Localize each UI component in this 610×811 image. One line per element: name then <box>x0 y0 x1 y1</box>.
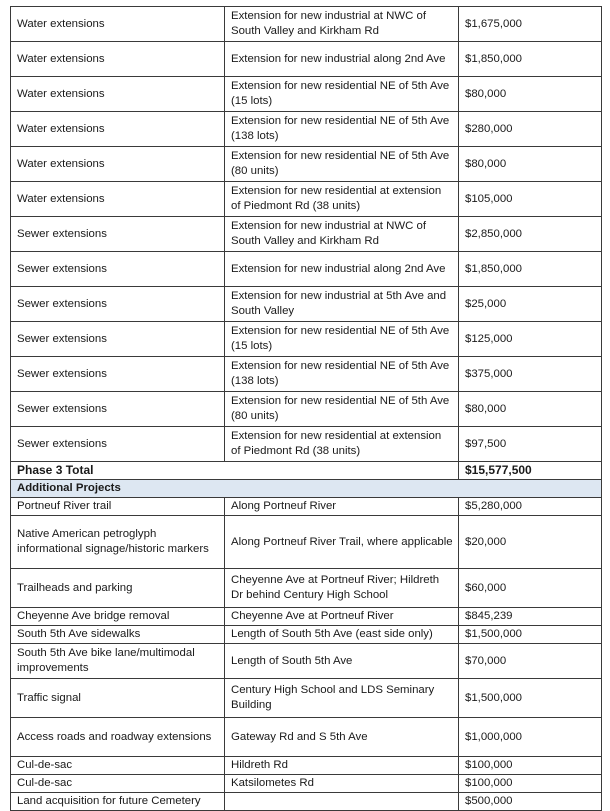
table-row <box>11 322 602 357</box>
phase-total-row <box>11 462 602 480</box>
project-cell: Trailheads and parking <box>11 569 225 608</box>
location-cell: Cheyenne Ave at Portneuf River; Hildreth Dr behind Century High School <box>225 569 459 608</box>
table-row <box>11 392 602 427</box>
location-cell: Century High School and LDS Seminary Building <box>225 679 459 718</box>
cost-cell: $70,000 <box>459 644 602 679</box>
cost-cell: $60,000 <box>459 569 602 608</box>
location-cell: Along Portneuf River <box>225 498 459 516</box>
table-row <box>11 679 602 718</box>
cost-cell: $375,000 <box>459 357 602 392</box>
project-cell: Portneuf River trail <box>11 498 225 516</box>
location-cell: Along Portneuf River Trail, where applicable <box>225 516 459 569</box>
table-row <box>11 644 602 679</box>
cost-cell: $25,000 <box>459 287 602 322</box>
cost-cell: $1,500,000 <box>459 626 602 644</box>
description-cell: Extension for new residential NE of 5th Ave (138 lots) <box>225 357 459 392</box>
category-cell: Sewer extensions <box>11 392 225 427</box>
description-cell: Extension for new residential NE of 5th Ave (80 units) <box>225 392 459 427</box>
cost-cell: $20,000 <box>459 516 602 569</box>
location-cell: Length of South 5th Ave <box>225 644 459 679</box>
cost-cell: $1,850,000 <box>459 252 602 287</box>
cost-cell: $80,000 <box>459 392 602 427</box>
table-row <box>11 718 602 757</box>
category-cell: Sewer extensions <box>11 322 225 357</box>
description-cell: Extension for new residential NE of 5th Ave (15 lots) <box>225 77 459 112</box>
section-heading-row <box>11 480 602 498</box>
table-row <box>11 252 602 287</box>
capital-projects-table <box>10 6 602 811</box>
category-cell: Sewer extensions <box>11 217 225 252</box>
description-cell: Extension for new industrial at NWC of South Valley and Kirkham Rd <box>225 217 459 252</box>
description-cell: Extension for new residential NE of 5th Ave (15 lots) <box>225 322 459 357</box>
category-cell: Water extensions <box>11 147 225 182</box>
project-cell: Access roads and roadway extensions <box>11 718 225 757</box>
cost-cell: $1,675,000 <box>459 7 602 42</box>
location-cell: Katsilometes Rd <box>225 775 459 793</box>
description-cell: Extension for new industrial at NWC of South Valley and Kirkham Rd <box>225 7 459 42</box>
description-cell: Extension for new residential NE of 5th Ave (80 units) <box>225 147 459 182</box>
table-row <box>11 147 602 182</box>
category-cell: Sewer extensions <box>11 357 225 392</box>
project-cell: Cul-de-sac <box>11 775 225 793</box>
table-row <box>11 569 602 608</box>
project-cell: Native American petroglyph informational signage/historic markers <box>11 516 225 569</box>
table-row <box>11 357 602 392</box>
cost-cell: $105,000 <box>459 182 602 217</box>
capital-projects-table-wrapper <box>10 6 601 811</box>
cost-cell: $80,000 <box>459 147 602 182</box>
table-row <box>11 608 602 626</box>
cost-cell: $1,850,000 <box>459 42 602 77</box>
cost-cell: $125,000 <box>459 322 602 357</box>
category-cell: Water extensions <box>11 42 225 77</box>
category-cell: Water extensions <box>11 112 225 147</box>
project-cell: South 5th Ave bike lane/multimodal improvements <box>11 644 225 679</box>
table-row <box>11 498 602 516</box>
table-row <box>11 77 602 112</box>
location-cell: Cheyenne Ave at Portneuf River <box>225 608 459 626</box>
section-heading: Additional Projects <box>11 480 602 498</box>
table-row <box>11 757 602 775</box>
description-cell: Extension for new residential at extension of Piedmont Rd (38 units) <box>225 427 459 462</box>
table-row <box>11 182 602 217</box>
cost-cell: $500,000 <box>459 793 602 811</box>
table-row <box>11 42 602 77</box>
category-cell: Sewer extensions <box>11 252 225 287</box>
cost-cell: $80,000 <box>459 77 602 112</box>
cost-cell: $1,000,000 <box>459 718 602 757</box>
category-cell: Water extensions <box>11 7 225 42</box>
cost-cell: $5,280,000 <box>459 498 602 516</box>
table-row <box>11 112 602 147</box>
table-row <box>11 793 602 811</box>
table-row <box>11 427 602 462</box>
project-cell: Traffic signal <box>11 679 225 718</box>
project-cell: Cul-de-sac <box>11 757 225 775</box>
cost-cell: $97,500 <box>459 427 602 462</box>
phase-total-cost: $15,577,500 <box>459 462 602 480</box>
location-cell: Gateway Rd and S 5th Ave <box>225 718 459 757</box>
cost-cell: $280,000 <box>459 112 602 147</box>
phase-total-label: Phase 3 Total <box>11 462 459 480</box>
category-cell: Water extensions <box>11 77 225 112</box>
cost-cell: $100,000 <box>459 757 602 775</box>
location-cell <box>225 793 459 811</box>
table-row <box>11 626 602 644</box>
cost-cell: $100,000 <box>459 775 602 793</box>
description-cell: Extension for new residential at extension of Piedmont Rd (38 units) <box>225 182 459 217</box>
description-cell: Extension for new industrial along 2nd Ave <box>225 42 459 77</box>
table-row <box>11 217 602 252</box>
category-cell: Sewer extensions <box>11 427 225 462</box>
description-cell: Extension for new industrial at 5th Ave and South Valley <box>225 287 459 322</box>
category-cell: Water extensions <box>11 182 225 217</box>
description-cell: Extension for new residential NE of 5th Ave (138 lots) <box>225 112 459 147</box>
table-row <box>11 516 602 569</box>
project-cell: South 5th Ave sidewalks <box>11 626 225 644</box>
category-cell: Sewer extensions <box>11 287 225 322</box>
table-row <box>11 287 602 322</box>
project-cell: Land acquisition for future Cemetery <box>11 793 225 811</box>
table-row <box>11 7 602 42</box>
project-cell: Cheyenne Ave bridge removal <box>11 608 225 626</box>
location-cell: Length of South 5th Ave (east side only) <box>225 626 459 644</box>
cost-cell: $2,850,000 <box>459 217 602 252</box>
location-cell: Hildreth Rd <box>225 757 459 775</box>
cost-cell: $845,239 <box>459 608 602 626</box>
description-cell: Extension for new industrial along 2nd Ave <box>225 252 459 287</box>
cost-cell: $1,500,000 <box>459 679 602 718</box>
